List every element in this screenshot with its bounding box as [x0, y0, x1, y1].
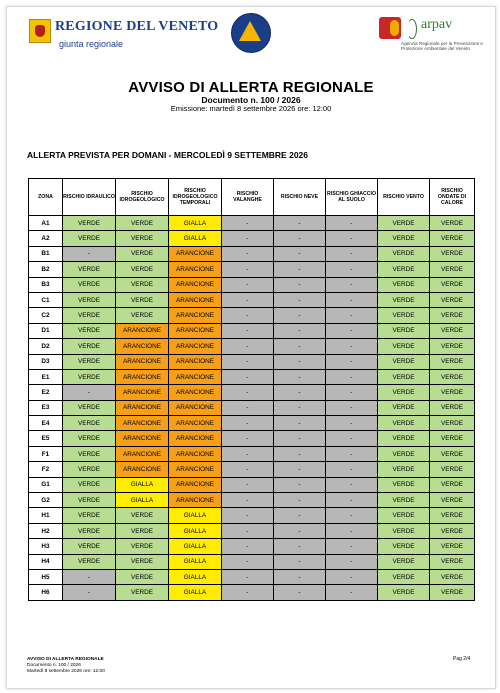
- table-row: [29, 446, 475, 461]
- protezione-civile-triangle-icon: [239, 21, 261, 41]
- zone-cell: H1: [29, 508, 63, 523]
- alert-level-cell: -: [326, 416, 378, 431]
- alert-level-cell: ARANCIONE: [116, 416, 169, 431]
- alert-level-cell: VERDE: [378, 231, 430, 246]
- alert-level-cell: GIALLA: [116, 477, 169, 492]
- alert-level-cell: -: [326, 277, 378, 292]
- alert-level-cell: -: [222, 477, 274, 492]
- alert-level-cell: GIALLA: [169, 508, 222, 523]
- zone-cell: H3: [29, 539, 63, 554]
- alert-level-cell: VERDE: [63, 508, 116, 523]
- alert-level-cell: -: [222, 508, 274, 523]
- alert-level-cell: ARANCIONE: [169, 400, 222, 415]
- zone-cell: B1: [29, 246, 63, 261]
- document-page: [6, 6, 496, 689]
- alert-level-cell: -: [274, 508, 326, 523]
- alert-level-cell: -: [222, 462, 274, 477]
- alert-level-cell: -: [222, 539, 274, 554]
- alert-level-cell: ARANCIONE: [169, 246, 222, 261]
- zone-cell: B2: [29, 262, 63, 277]
- alert-level-cell: ARANCIONE: [169, 446, 222, 461]
- alert-level-cell: ARANCIONE: [169, 369, 222, 384]
- alert-level-cell: VERDE: [63, 523, 116, 538]
- alert-level-cell: VERDE: [430, 339, 475, 354]
- alert-level-cell: VERDE: [430, 523, 475, 538]
- alert-level-cell: VERDE: [116, 216, 169, 231]
- alert-level-cell: VERDE: [378, 292, 430, 307]
- alert-level-cell: -: [222, 523, 274, 538]
- alert-level-cell: VERDE: [63, 400, 116, 415]
- table-row: [29, 216, 475, 231]
- alert-level-cell: VERDE: [430, 569, 475, 584]
- table-row: [29, 477, 475, 492]
- alert-level-cell: VERDE: [430, 493, 475, 508]
- alert-level-cell: ARANCIONE: [169, 416, 222, 431]
- alert-level-cell: -: [326, 446, 378, 461]
- alert-level-cell: GIALLA: [116, 493, 169, 508]
- alert-level-cell: -: [274, 385, 326, 400]
- alert-level-cell: -: [222, 292, 274, 307]
- arpav-description: Agenzia Regionale per la Prevenzione e Protezione Ambientale del Veneto: [401, 41, 483, 52]
- table-row: [29, 416, 475, 431]
- alert-level-cell: -: [222, 585, 274, 600]
- alert-level-cell: VERDE: [63, 431, 116, 446]
- zone-cell: D3: [29, 354, 63, 369]
- alert-level-cell: VERDE: [430, 277, 475, 292]
- alert-level-cell: VERDE: [430, 446, 475, 461]
- table-row: [29, 354, 475, 369]
- alert-level-cell: -: [326, 369, 378, 384]
- alert-level-cell: VERDE: [63, 292, 116, 307]
- alert-level-cell: GIALLA: [169, 554, 222, 569]
- alert-level-cell: ARANCIONE: [169, 354, 222, 369]
- alert-level-cell: ARANCIONE: [169, 323, 222, 338]
- alert-level-cell: -: [222, 308, 274, 323]
- table-row: [29, 539, 475, 554]
- alert-level-cell: GIALLA: [169, 569, 222, 584]
- alert-level-cell: -: [326, 554, 378, 569]
- zone-cell: H6: [29, 585, 63, 600]
- alert-level-cell: -: [274, 431, 326, 446]
- alert-level-cell: -: [274, 216, 326, 231]
- zone-cell: G2: [29, 493, 63, 508]
- alert-level-cell: VERDE: [378, 523, 430, 538]
- alert-level-cell: VERDE: [378, 369, 430, 384]
- zone-cell: C1: [29, 292, 63, 307]
- alert-level-cell: -: [274, 323, 326, 338]
- alert-level-cell: GIALLA: [169, 231, 222, 246]
- alert-level-cell: VERDE: [63, 477, 116, 492]
- alert-level-cell: GIALLA: [169, 523, 222, 538]
- alert-level-cell: -: [63, 569, 116, 584]
- alert-level-cell: VERDE: [378, 539, 430, 554]
- header-zona: ZONA: [29, 179, 63, 216]
- header-rischio-idrogeologico-temporali: RISCHIO IDROGEOLOGICO TEMPORALI: [169, 179, 222, 216]
- header-rischio-neve: RISCHIO NEVE: [274, 179, 326, 216]
- table-row: [29, 277, 475, 292]
- alert-level-cell: ARANCIONE: [169, 493, 222, 508]
- alert-level-cell: VERDE: [63, 216, 116, 231]
- alert-level-cell: VERDE: [116, 292, 169, 307]
- alert-level-cell: VERDE: [430, 231, 475, 246]
- alert-level-cell: -: [222, 339, 274, 354]
- alert-level-cell: VERDE: [378, 400, 430, 415]
- alert-level-cell: VERDE: [63, 554, 116, 569]
- alert-level-cell: -: [274, 446, 326, 461]
- footer-document-number: Documento n. 100 / 2026: [27, 663, 81, 668]
- alert-level-cell: -: [326, 431, 378, 446]
- alert-level-cell: -: [326, 477, 378, 492]
- alert-level-cell: ARANCIONE: [116, 339, 169, 354]
- alert-level-cell: ARANCIONE: [169, 339, 222, 354]
- alert-level-cell: VERDE: [63, 339, 116, 354]
- alert-level-cell: -: [274, 262, 326, 277]
- regione-veneto-logo: [29, 17, 219, 57]
- zone-cell: E4: [29, 416, 63, 431]
- alert-level-cell: ARANCIONE: [116, 385, 169, 400]
- alert-level-cell: VERDE: [116, 554, 169, 569]
- alert-level-cell: VERDE: [430, 539, 475, 554]
- alert-level-cell: VERDE: [378, 246, 430, 261]
- alert-level-cell: ARANCIONE: [116, 462, 169, 477]
- alert-level-cell: -: [274, 477, 326, 492]
- alert-level-cell: -: [326, 523, 378, 538]
- table-row: [29, 523, 475, 538]
- alert-level-cell: -: [326, 585, 378, 600]
- alert-level-cell: -: [274, 292, 326, 307]
- alert-level-cell: -: [326, 462, 378, 477]
- alert-level-cell: VERDE: [116, 569, 169, 584]
- table-row: [29, 569, 475, 584]
- alert-level-cell: VERDE: [63, 231, 116, 246]
- lion-of-saint-mark-icon: [29, 19, 51, 43]
- alert-level-cell: -: [274, 554, 326, 569]
- alert-level-cell: ARANCIONE: [169, 277, 222, 292]
- alert-level-cell: VERDE: [430, 262, 475, 277]
- alert-level-cell: VERDE: [63, 277, 116, 292]
- alert-level-cell: -: [326, 400, 378, 415]
- alert-level-cell: VERDE: [63, 354, 116, 369]
- alert-level-cell: VERDE: [378, 216, 430, 231]
- alert-level-cell: VERDE: [116, 523, 169, 538]
- alert-level-cell: VERDE: [378, 354, 430, 369]
- alert-level-cell: VERDE: [63, 416, 116, 431]
- header-rischio-vento: RISCHIO VENTO: [378, 179, 430, 216]
- alert-level-cell: -: [326, 508, 378, 523]
- alert-level-cell: VERDE: [378, 493, 430, 508]
- table-row: [29, 262, 475, 277]
- alert-level-cell: ARANCIONE: [116, 369, 169, 384]
- alert-level-cell: -: [274, 231, 326, 246]
- alert-level-cell: VERDE: [116, 277, 169, 292]
- header-rischio-idraulico: RISCHIO IDRAULICO: [63, 179, 116, 216]
- alert-level-cell: -: [222, 262, 274, 277]
- table-row: [29, 585, 475, 600]
- alert-level-cell: VERDE: [378, 477, 430, 492]
- header-rischio-idrogeologico: RISCHIO IDROGEOLOGICO: [116, 179, 169, 216]
- alert-level-cell: -: [274, 416, 326, 431]
- arpav-mark-icon: [379, 17, 401, 39]
- table-row: [29, 508, 475, 523]
- alert-level-cell: ARANCIONE: [116, 354, 169, 369]
- zone-cell: F1: [29, 446, 63, 461]
- arpav-name: arpav: [421, 17, 453, 32]
- zone-cell: H2: [29, 523, 63, 538]
- alert-level-cell: ARANCIONE: [116, 446, 169, 461]
- alert-level-cell: -: [222, 246, 274, 261]
- table-row: [29, 339, 475, 354]
- alert-level-cell: VERDE: [378, 554, 430, 569]
- header-rischio-ondate-calore: RISCHIO ONDATE DI CALORE: [430, 179, 475, 216]
- zone-cell: F2: [29, 462, 63, 477]
- alert-level-cell: VERDE: [378, 569, 430, 584]
- alert-level-cell: VERDE: [63, 308, 116, 323]
- emission-date: Emissione: martedì 8 settembre 2026 ore: 12:00: [170, 104, 332, 113]
- alert-level-cell: ARANCIONE: [169, 385, 222, 400]
- alert-table: [28, 178, 475, 601]
- table-row: [29, 308, 475, 323]
- footer-date: Martedì 8 settembre 2026 ore: 12:00: [27, 669, 105, 674]
- alert-level-cell: ARANCIONE: [116, 431, 169, 446]
- alert-level-cell: GIALLA: [169, 216, 222, 231]
- alert-level-cell: VERDE: [430, 477, 475, 492]
- zone-cell: H4: [29, 554, 63, 569]
- alert-level-cell: -: [63, 246, 116, 261]
- alert-level-cell: -: [274, 523, 326, 538]
- alert-level-cell: VERDE: [378, 446, 430, 461]
- alert-level-cell: VERDE: [378, 585, 430, 600]
- region-subtitle: giunta regionale: [59, 39, 124, 49]
- alert-level-cell: GIALLA: [169, 585, 222, 600]
- alert-level-cell: VERDE: [378, 431, 430, 446]
- header-rischio-valanghe: RISCHIO VALANGHE: [222, 179, 274, 216]
- alert-level-cell: -: [326, 493, 378, 508]
- alert-level-cell: VERDE: [430, 216, 475, 231]
- zone-cell: D2: [29, 339, 63, 354]
- alert-level-cell: -: [222, 354, 274, 369]
- alert-level-cell: -: [326, 323, 378, 338]
- table-row: [29, 554, 475, 569]
- alert-level-cell: VERDE: [378, 308, 430, 323]
- alert-level-cell: VERDE: [430, 354, 475, 369]
- table-row: [29, 292, 475, 307]
- alert-level-cell: VERDE: [378, 508, 430, 523]
- footer-title: AVVISO DI ALLERTA REGIONALE: [27, 657, 104, 662]
- alert-level-cell: -: [222, 416, 274, 431]
- alert-level-cell: VERDE: [378, 462, 430, 477]
- alert-level-cell: -: [274, 246, 326, 261]
- table-row: [29, 323, 475, 338]
- alert-level-cell: VERDE: [116, 585, 169, 600]
- zone-cell: H5: [29, 569, 63, 584]
- alert-level-cell: -: [222, 554, 274, 569]
- alert-level-cell: -: [274, 277, 326, 292]
- alert-level-cell: VERDE: [116, 308, 169, 323]
- alert-level-cell: VERDE: [378, 323, 430, 338]
- region-name: REGIONE DEL VENETO: [55, 19, 219, 34]
- alert-level-cell: -: [326, 339, 378, 354]
- table-row: [29, 462, 475, 477]
- alert-level-cell: GIALLA: [169, 539, 222, 554]
- alert-level-cell: VERDE: [430, 308, 475, 323]
- document-title: AVVISO DI ALLERTA REGIONALE: [128, 79, 374, 96]
- alert-level-cell: VERDE: [430, 385, 475, 400]
- alert-level-cell: -: [222, 369, 274, 384]
- alert-level-cell: ARANCIONE: [169, 462, 222, 477]
- zone-cell: C2: [29, 308, 63, 323]
- document-number: Documento n. 100 / 2026: [201, 95, 301, 105]
- alert-level-cell: -: [222, 446, 274, 461]
- alert-level-cell: VERDE: [63, 369, 116, 384]
- alert-level-cell: ARANCIONE: [116, 323, 169, 338]
- table-row: [29, 400, 475, 415]
- zone-cell: A2: [29, 231, 63, 246]
- alert-level-cell: -: [326, 292, 378, 307]
- alert-level-cell: VERDE: [430, 508, 475, 523]
- alert-level-cell: ARANCIONE: [116, 400, 169, 415]
- alert-level-cell: -: [63, 385, 116, 400]
- alert-level-cell: VERDE: [430, 462, 475, 477]
- alert-level-cell: VERDE: [430, 554, 475, 569]
- alert-level-cell: ARANCIONE: [169, 308, 222, 323]
- alert-level-cell: ARANCIONE: [169, 477, 222, 492]
- alert-level-cell: -: [274, 462, 326, 477]
- zone-cell: E1: [29, 369, 63, 384]
- alert-level-cell: VERDE: [430, 431, 475, 446]
- alert-level-cell: -: [326, 308, 378, 323]
- alert-level-cell: -: [274, 369, 326, 384]
- alert-level-cell: -: [274, 493, 326, 508]
- alert-level-cell: -: [63, 585, 116, 600]
- alert-level-cell: -: [326, 569, 378, 584]
- table-row: [29, 246, 475, 261]
- alert-level-cell: VERDE: [430, 292, 475, 307]
- alert-level-cell: VERDE: [430, 400, 475, 415]
- alert-level-cell: -: [326, 539, 378, 554]
- alert-level-cell: VERDE: [378, 385, 430, 400]
- alert-level-cell: -: [222, 277, 274, 292]
- alert-level-cell: VERDE: [116, 262, 169, 277]
- alert-level-cell: -: [222, 216, 274, 231]
- alert-level-cell: -: [222, 400, 274, 415]
- alert-level-cell: -: [274, 400, 326, 415]
- alert-level-cell: VERDE: [63, 262, 116, 277]
- alert-level-cell: VERDE: [378, 262, 430, 277]
- alert-level-cell: VERDE: [378, 416, 430, 431]
- alert-level-cell: VERDE: [63, 462, 116, 477]
- page-number: Pag 2/4: [453, 656, 471, 662]
- table-header-row: [29, 179, 475, 216]
- alert-level-cell: VERDE: [63, 446, 116, 461]
- alert-level-cell: -: [326, 216, 378, 231]
- alert-level-cell: VERDE: [116, 508, 169, 523]
- alert-level-cell: -: [326, 262, 378, 277]
- alert-level-cell: -: [222, 323, 274, 338]
- alert-level-cell: -: [222, 569, 274, 584]
- alert-level-cell: -: [274, 539, 326, 554]
- alert-level-cell: VERDE: [430, 323, 475, 338]
- alert-level-cell: ARANCIONE: [169, 431, 222, 446]
- alert-level-cell: -: [326, 385, 378, 400]
- alert-level-cell: -: [222, 493, 274, 508]
- alert-level-cell: -: [274, 354, 326, 369]
- alert-level-cell: VERDE: [378, 277, 430, 292]
- alert-level-cell: -: [222, 431, 274, 446]
- alert-level-cell: -: [274, 569, 326, 584]
- alert-level-cell: ARANCIONE: [169, 262, 222, 277]
- table-row: [29, 431, 475, 446]
- zone-cell: E2: [29, 385, 63, 400]
- section-title: ALLERTA PREVISTA PER DOMANI - MERCOLEDÌ 9 SETTEMBRE 2026: [27, 150, 309, 160]
- alert-level-cell: -: [222, 385, 274, 400]
- alert-level-cell: ARANCIONE: [169, 292, 222, 307]
- table-row: [29, 369, 475, 384]
- protezione-civile-logo: [231, 13, 271, 53]
- zone-cell: E3: [29, 400, 63, 415]
- alert-level-cell: VERDE: [116, 539, 169, 554]
- alert-level-cell: VERDE: [430, 369, 475, 384]
- footer: [27, 657, 105, 675]
- alert-level-cell: -: [222, 231, 274, 246]
- alert-level-cell: VERDE: [116, 231, 169, 246]
- zone-cell: G1: [29, 477, 63, 492]
- alert-level-cell: -: [274, 585, 326, 600]
- alert-level-cell: VERDE: [63, 493, 116, 508]
- header-rischio-ghiaccio: RISCHIO GHIACCIO AL SUOLO: [326, 179, 378, 216]
- alert-level-cell: VERDE: [63, 539, 116, 554]
- zone-cell: E5: [29, 431, 63, 446]
- alert-level-cell: VERDE: [430, 246, 475, 261]
- zone-cell: A1: [29, 216, 63, 231]
- table-row: [29, 493, 475, 508]
- alert-level-cell: -: [274, 308, 326, 323]
- alert-level-cell: VERDE: [430, 416, 475, 431]
- table-row: [29, 231, 475, 246]
- alert-level-cell: VERDE: [63, 323, 116, 338]
- alert-level-cell: VERDE: [378, 339, 430, 354]
- alert-level-cell: VERDE: [430, 585, 475, 600]
- alert-level-cell: VERDE: [116, 246, 169, 261]
- alert-level-cell: -: [326, 231, 378, 246]
- arpav-separator-icon: [407, 19, 417, 39]
- zone-cell: B3: [29, 277, 63, 292]
- alert-level-cell: -: [326, 246, 378, 261]
- alert-level-cell: -: [326, 354, 378, 369]
- table-row: [29, 385, 475, 400]
- alert-level-cell: -: [274, 339, 326, 354]
- arpav-logo: [379, 17, 489, 61]
- zone-cell: D1: [29, 323, 63, 338]
